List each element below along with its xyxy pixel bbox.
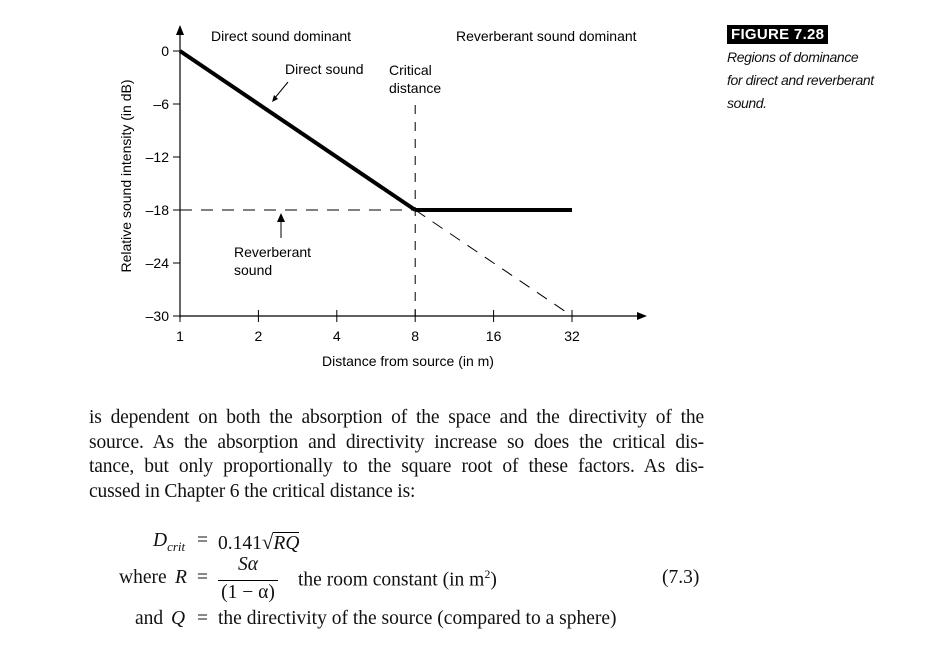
- x-tick-label: 32: [564, 328, 580, 344]
- eq-radicand: RQ: [273, 533, 300, 554]
- direct-sound-annotation: Direct sound: [285, 61, 364, 77]
- x-tick-label: 16: [485, 328, 502, 344]
- figure-label: FIGURE 7.28: [727, 25, 828, 44]
- eq-directivity-text: the directivity of the source (compared to a sphere): [218, 608, 617, 629]
- y-tick-label: –6: [153, 96, 169, 112]
- critical-distance-label-1: Critical: [389, 62, 432, 78]
- eq-d-subscript: crit: [167, 538, 186, 554]
- fraction-bar: [218, 580, 278, 581]
- x-tick-label: 2: [254, 328, 263, 344]
- eq-rhs-1: [218, 530, 299, 555]
- y-axis-label: Relative sound intensity (in dB): [118, 79, 134, 273]
- eq-and: and: [135, 608, 164, 629]
- body-line: cussed in Chapter 6 the critical distance is:: [89, 480, 416, 502]
- eq-equals-3: =: [197, 608, 208, 629]
- eq-superscript: 2: [484, 567, 491, 581]
- caption-line: Regions of dominance: [727, 49, 859, 65]
- direct-sound-arrow-icon: [272, 82, 288, 102]
- figure-caption-text: [727, 46, 917, 115]
- equation-line-1: [153, 530, 185, 555]
- eq-room-constant-end: ): [490, 569, 497, 591]
- x-tick-label: 1: [176, 328, 184, 344]
- body-line: tance, but only proportionally to the square root of these factors. As dis-: [89, 456, 704, 478]
- y-tick-label: –12: [145, 149, 169, 165]
- x-tick-label: 8: [411, 328, 420, 344]
- eq-coefficient: 0.141: [218, 533, 262, 554]
- eq-equals-1: =: [197, 530, 208, 551]
- caption-line: for direct and reverberant: [727, 72, 874, 88]
- figure-caption: [727, 25, 917, 115]
- region-label-direct: Direct sound dominant: [211, 28, 352, 44]
- reverberant-annotation-1: Reverberant: [234, 244, 312, 260]
- series-dashed-line: [415, 210, 572, 316]
- eq-d: D: [153, 530, 168, 551]
- body-line: source. As the absorption and directivity increase so does the critical dis-: [89, 431, 704, 453]
- eq-denominator: (1 − α): [221, 582, 275, 603]
- x-ticks: [176, 310, 580, 344]
- reverberant-sound-arrow-icon: [277, 213, 285, 238]
- eq-equals-2: =: [197, 567, 208, 588]
- y-tick-label: 0: [161, 43, 169, 59]
- body-paragraph: [89, 406, 704, 504]
- body-line: is dependent on both the absorption of the space and the directivity of the: [89, 407, 704, 428]
- x-axis-label: Distance from source (in m): [322, 353, 494, 369]
- x-axis-arrow-icon: [637, 312, 647, 320]
- sqrt-icon: √: [261, 530, 274, 554]
- caption-line: sound.: [727, 95, 767, 111]
- eq-r: R: [175, 567, 187, 588]
- equation-number: (7.3): [662, 567, 700, 588]
- y-tick-label: –24: [145, 255, 169, 271]
- critical-distance-label-2: distance: [389, 80, 442, 96]
- y-tick-label: –18: [145, 202, 169, 218]
- eq-q: Q: [171, 608, 186, 629]
- y-axis-arrow-icon: [176, 25, 184, 35]
- y-ticks: [146, 43, 180, 324]
- region-label-reverberant: Reverberant sound dominant: [456, 28, 637, 44]
- x-tick-label: 4: [332, 328, 341, 344]
- eq-where: where: [119, 567, 167, 588]
- eq-numerator: Sα: [238, 554, 258, 575]
- y-tick-label: –30: [145, 308, 169, 324]
- eq-room-constant: [298, 567, 497, 592]
- reverberant-annotation-2: sound: [234, 262, 273, 278]
- eq-room-constant-text: the room constant (in m: [298, 569, 485, 591]
